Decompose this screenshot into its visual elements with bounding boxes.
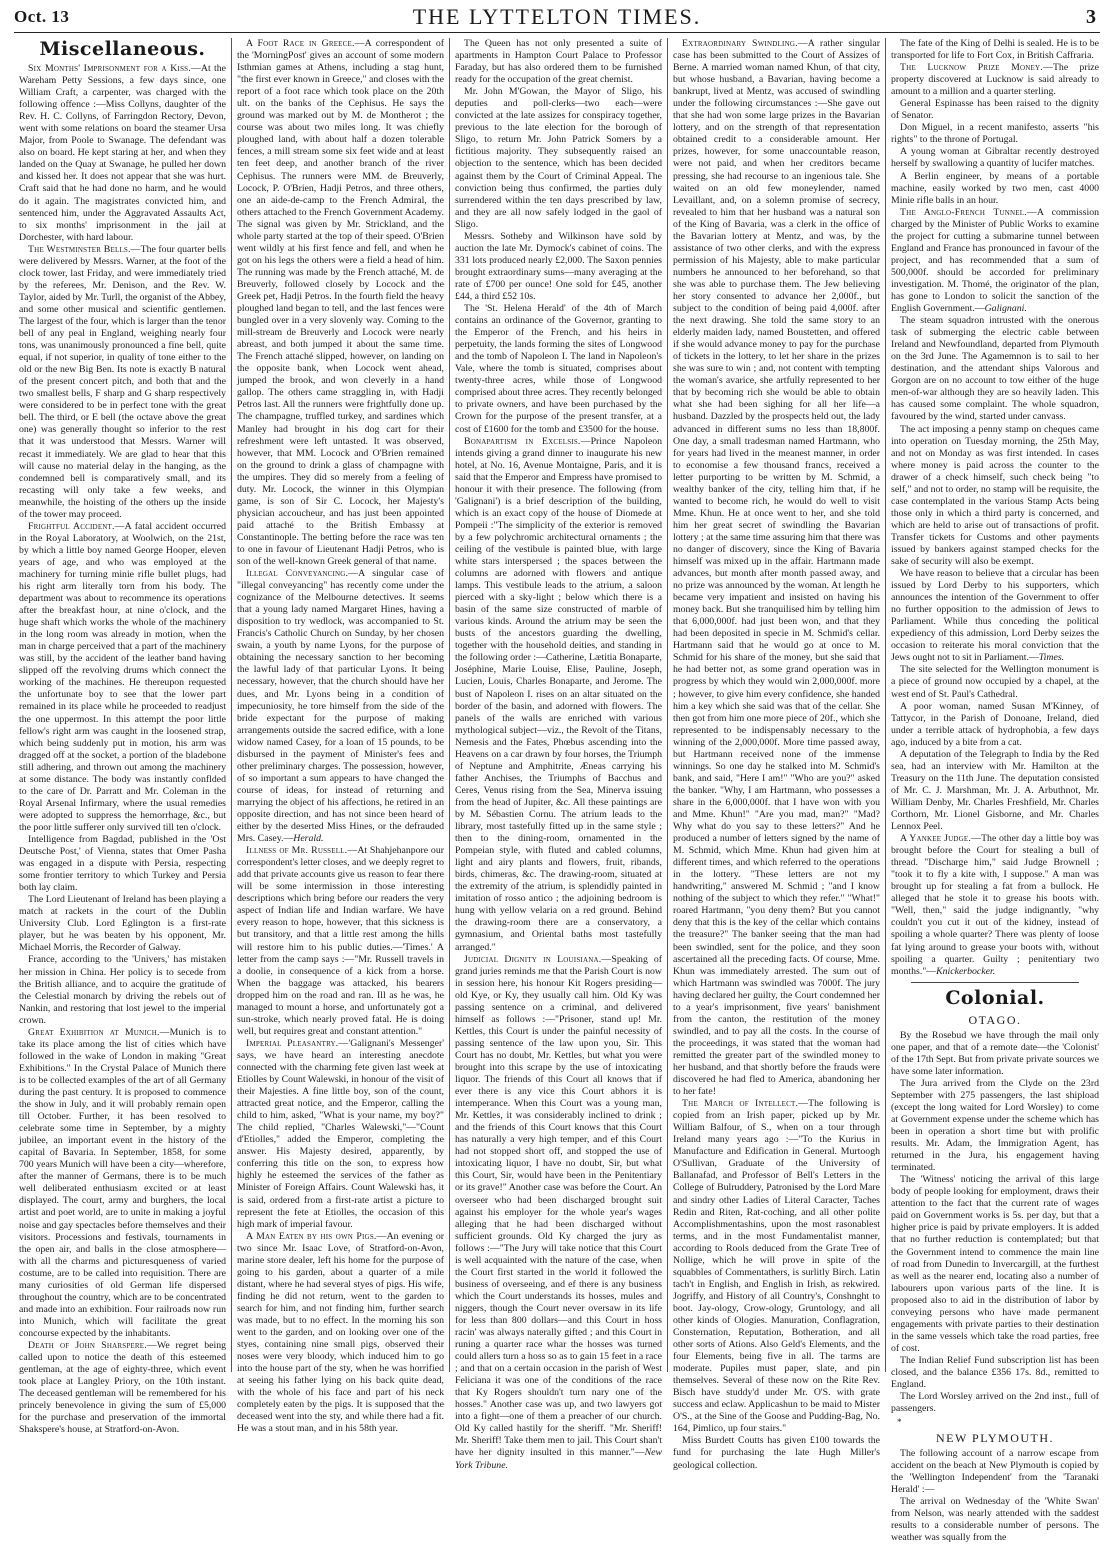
article-headline: A Man Eaten by his own Pigs.— — [246, 1230, 387, 1242]
article-text: We have reason to believe that a circular has been issued by Lord Derby to his supporters, which announces the intention of the Government to offer no further opposition to the admission of Jews to Parliament. While thus conceding the political expediency of this admission, Lord Derby seizes the occasion to reiterate his moral conviction that the Jews ought not to sit in Parliament.— — [891, 568, 1099, 664]
article-paragraph — [673, 38, 880, 1098]
article-paragraph — [455, 231, 662, 303]
article-text: The 'St. Helena Herald' of the 4th of March contains an ordinance of the Governor, granting to the Emperor of the French, and his heirs in perpetuity, the lands forming the sites of Longwood and the tomb of Napoleon I. The land in Napoleon's Vale, where the tomb is situated, comprises about twenty-three acres, while those of Longwood comprised about three acres. They recently belonged to private owners, and have been purchased by the Crown for the purpose of the present transfer, at a cost of £1600 for the tomb and £3500 for the house. — [455, 303, 662, 435]
otago-news — [891, 1030, 1099, 1416]
article-paragraph — [455, 954, 662, 1472]
article-text: At the Wareham Petty Sessions, a few days since, one William Craft, a carpenter, was charged with the following offence :—Miss Collyns, daughter of the Rev. H. C. Collyns, of Farringdon Rectory, Devon, went with some relations on board the steamer Ursa Major, from Poole to Swanage. The defendant was also on board. He kept staring at her, and when they landed on the Quay at Swanage, he pulled her down and kissed her. It does not appear that she was hurt. Craft said that he had done no harm, and he would do it again. The magistrates convicted him, and sentenced him, under the Aggravated Assaults Act, to six months' imprisonment in the jail at Dorchester, with hard labour. — [19, 63, 226, 243]
article-paragraph — [455, 303, 662, 436]
column-3 — [450, 38, 668, 1471]
article-headline: A Yankee Judge.— — [900, 833, 982, 845]
column-5 — [886, 38, 1104, 1544]
subheading-otago: OTAGO. — [968, 1012, 1022, 1027]
article-paragraph — [19, 1027, 226, 1340]
article-text: By the Rosebud we have through the mail only one paper, and that of a remote date—the 'Colonist' of the 17th Sept. But from private private sources we have some later information. — [891, 1029, 1099, 1077]
article-text: A rather singular case has been submitted to the Court of Assizes of Berne. A married woman named Khun, of that city, but whose husband, a Bavarian, having become a bankrupt, lived at Mentz, was accused of swindling under the following circumstances :—She gave out that she had won some large prizes in the Bavarian lottery, and on the strength of that representation obtained credit to a considerable amount. Her prizes, however, for some unaccountable reason, were not paid, and when her creditors became pressing, she had recourse to an ingenious tale. She waited on an old few moneylender, named Levaillant, and, on a solemn promise of secrecy, revealed to him that her husband was a natural son of the King of Bavaria, was a clerk in the office of the Bavarian lottery at Mentz, and was, by the assistance of two other clerks, and with the express permission of his Majesty, able to make particular numbers he announced to her beforehand, so that she was able to purchase them. The Jew believing her story consented to advance her 2,000f., but subject to the condition of being paid 4,000f. after the next drawing. She told the same story to an elderly maiden lady, named Boustetten, and offered if she would advance money to pay for the purchase of tickets in the lottery, to let her share in the prizes she was sure to win ; and, not content with tempting the woman's avarice, she artfully represented to her that by becoming rich she would be able to obtain what she had been sighing for all her life—a husband. Dazzled by the prospects held out, the lady advanced in different sums no less than 18,800f. One day, a small tradesman named Hartmann, who for years had lived in the meanest manner, in order to economise a few thousand francs, received a letter purporting to be written by M. Schmid, a wealthy banker of the city, telling him that, if he wanted to become rich, he would do well to visit Mme. Khun. He at once went to her, and she told him her great secret of swindling the Bavarian lottery ; at the same time assuring him that there was no danger of discovery, since the King of Bavaria himself was mixed up in the affair. Hartmann made advances, but month after month passed away, and no prize was announced by the woman. At length he became very impatient and insisted on having his money back. But she tranquilised him by telling him that 6,000,000f. had just been won, and that they had been deposited in specie in M. Schmid's cellar. Hartmann said that he would go at once to M. Schmid for his share of the money, but she said that he had better not, as some grand operation was in progress by which they would win 2,000,000f. more ; however, to give him every confidence, she handed him a key which she said was that of the cellar. She then got from him one more piece of 20f., which she represented to be indispensably necessary to the winning of the 2,000,000f. More time passed away, but Hartmann received none of the immense winnings. So one day he stalked into M. Schmid's bank, and said, "Here I am!" "Who are you?" asked the banker. "Why, I am Hartmann, who possesses a share in the 6,000,000f. that I have won with you and Mme. Khun!" "Are you mad, man?" "Mad? Why what do you say to these letters?" And he produced a number of letters signed by the name of M. Schmid, which Mme. Khun had given him at different times, and which referred to the operations in the lottery. "These letters are not my handwriting," answered M. Schmid ; "and I know nothing of the subject to which they refer." "What!" roared Hartmann, "you deny them? But you cannot deny that this is the key of the cellar which contains the treasure?" The banker seeing that the man had been swindled, sent for the police, and they soon ascertained all the preceding facts. Of course, Mme. Khun was immediately arrested. The sum out of which Hartmann was swindled was 7000f. The jury having declared her guilty, the Court condemned her to a year's imprisonment, five years' banishment from the canton, the restitution of the money swindled, and to pay all the costs. In the course of the proceedings, it was stated that the woman had remitted the greater part of the swindled money to her husband, and that shortly before the frauds were discovered he had fled to America, abandoning her to her fate! — [673, 38, 880, 1098]
article-text: The site selected for the Wellington monument is a piece of ground now occupied by a chapel, at the west end of St. Paul's Cathedral. — [891, 664, 1099, 700]
article-text: Prince Napoleon intends giving a grand dinner to inaugurate his new hotel, at No. 16, Avenue Montaigne, Paris, and it is said that the Emperor and Empress have promised to honour it with their presence. The following (from 'Galignani') is a brief description of the building, which is an exact copy of the house of Diomede at Pompeii :"The simplicity of the exterior is removed by a few polychromic architectural ornaments ; the ceiling of the vestibule is painted blue, with large white stars interspersed ; the spaces between the columns are adorned with flowers and antique lamps. This vestibule leads to the atrium, a saloon pierced with a sky-light ; below which there is a basin of the same size constructed of marble of various kinds. Around the atrium may be seen the busts of the ancestors guarding the dwelling, together with the household deities, and standing in the following order :—Catherine, Lætitia Bonaparte, Joséphine, Marie Louise, Elise, Pauline, Joseph, Lucien, Louis, Charles Bonaparte, and Jerome. The bust of Napoleon I. rises on an altar situated on the border of the basin, and adorned with flowers. The panels of the walls are enriched with various mythological subject—viz., the Revolt of the Titans, Nemesis and the Fates, Phœbus ascending into the Heavens on a car drawn by four horses, the Triumph of Neptune and Amphitrite, Æneas carrying his father Anchises, the Triumphs of Bacchus and Ceres, Venus rising from the Sea, Minerva issuing from the head of Jupiter, &c. All these paintings are by M. Sébastien Cornu. The atrium leads to the library, most tastefully fitted up in the same style ; then to the dining-room, ornamented in the Pompeian style, with fluted and cabled columns, light and airy plants and flowers, fruit, ribands, birds, chimeras, &c. The drawing-room, situated at the extremity of the atrium, is splendidly painted in imitation of rosso antico ; the adjoining bedroom is hung with yellow velaria on a red ground. Behind the drawing-room there are a conservatory, a gymnasium, and Oriental baths most tastefully arranged." — [455, 435, 662, 953]
article-text: A commission charged by the Minister of Public Works to examine the project for cutting a submarine tunnel between England and France has pronounced in favour of the project, and has recommended that a sum of 500,000f. should be accorded for preliminary investigation. M. Thomé, the originator of the plan, has gone to London to solicit the sanction of the English Government.— — [891, 206, 1099, 315]
article-paragraph — [891, 62, 1099, 98]
article-paragraph — [455, 86, 662, 231]
article-headline: Extraordinary Swindling.— — [682, 38, 808, 49]
column-1 — [14, 38, 232, 1436]
article-headline: Imperial Pleasantry.— — [246, 1037, 349, 1049]
article-headline: Illegal Conveyancing.— — [246, 568, 359, 580]
article-paragraph — [673, 1435, 880, 1471]
article-text: The following account of a narrow escape from accident on the beach at New Plymouth is copied by the 'Wellington Independent' from the 'Taranaki Herald' :— — [891, 1448, 1099, 1496]
article-paragraph — [891, 833, 1099, 978]
article-text: At Shahjehanpore our correspondent's letter closes, and we deeply regret to add that private accounts give us reason to fear there will be some intermission in those interesting descriptions which bring before our readers the very aspect of Indian life and Indian warfare. We have every reason to hope, however, that this sickness is but transitory, and that a little rest among the hills will restore him to his public duties.—'Times.' A letter from the camp says :—"Mr. Russell travels in a doolie, in consequence of a kick from a horse. When the baggage was attacked, his bearers dropped him on the road and ran. Ill as he was, he managed to mount a horse, and unfortunately got a sun-stroke, which nearly proved fatal. He is doing well, but requires great and constant attention." — [237, 845, 444, 1037]
article-paragraph — [19, 63, 226, 244]
article-paragraph — [673, 1098, 880, 1435]
article-paragraph — [891, 1174, 1099, 1355]
article-paragraph — [237, 1038, 444, 1231]
masthead — [14, 4, 1100, 33]
article-text: The steam squadron intrusted with the onerous task of submerging the electric cable between Ireland and Newfoundland, departed from Plymouth on the 3rd June. The Agamemnon is to sail to her destination, and the attendant ships Valorous and Gorgon are on no account to tow either of the huge men-of-war although they are so heavily laden. This has caused some complaint. The whole squadron, favoured by the wind, started under canvass. — [891, 315, 1099, 423]
article-headline: Great Exhibition at Munich.— — [28, 1026, 170, 1038]
article-paragraph — [891, 568, 1099, 664]
article-paragraph — [19, 834, 226, 894]
article-headline: Bonapartism in Excelsis.— — [464, 435, 591, 447]
article-text: The act imposing a penny stamp on cheques came into operation on Tuesday morning, the 25th May, and not on Monday as was first intended. In cases where money is paid across the counter to the drawer of a check himself, such check being "to self," and not to order, no stamp will be requisite, the case contemplated in the various Stamp Acts being those only in which a third party is concerned, and which are held to arise out of transactions of profit. Transfer tickets for Customs and other payments issued by bankers against stamped checks for the sake of security will also be exempt. — [891, 423, 1099, 568]
article-text: A young woman at Gibraltar recently destroyed herself by swallowing a quantity of lucifer matches. — [891, 146, 1099, 170]
newspaper-title: THE LYTTELTON TIMES. — [412, 4, 702, 29]
article-text: The following is copied from an Irish paper, picked up by Mr. William Balfour, of S., when on a tour through Ireland many years ago :—"To the Kurius in Manufacture and Edification in General. Murtoogh O'Sullivan, Graduate of the University of Ballanafad, and Professor of Bell's Letters in the College of Bulruddery, Patronised by the Lord Mare and sindry other Ladies of Literal Caracter, Taches Redin and Riten, Rat-coching, and all other polite Accomplishmentashins, upon the most rasonablest terms, and in the most Fundamentalist manner, according to Rools deduced from the Grate Tree of Nollige, which he will prove in spite of the squabbles of Commentathers, is surlitly Birch. Latin tach't in English, and English in Irish, as rekwired. Jogriffy, and History of all Country's, Conshnght to boot. Jay-ology, Crow-ology, Gruntology, and all other kinds of Ologies. Manuration, Conflagration, Consternation, Reputation, Botheration, and all other sorts of Ations. Also Geld's Elements, and the four Elements, being five in all. The tarms are moderate. Pupiles must paper, slate, and pin themselves. Several of these now on the Rite Rev. Bisch have studdy'd under Mr. O'S. with grate success and eclaw. Applicashun to be maid to Mister O'S., at the Sine of the Goose and Pudding-Bag, No. 164, Pimlico, up four stairs." — [673, 1098, 880, 1435]
article-paragraph — [891, 122, 1099, 146]
article-paragraph — [19, 521, 226, 834]
article-paragraph — [891, 315, 1099, 423]
article-headline: Judicial Dignity in Louisiana.— — [464, 953, 612, 965]
page-number: 3 — [1086, 6, 1096, 28]
article-headline: Death of John Sharspere.— — [28, 1339, 157, 1351]
article-paragraph — [891, 1030, 1099, 1078]
article-paragraph — [891, 664, 1099, 700]
article-source: New York Tribune. — [455, 1447, 662, 1471]
article-text: We regret being called upon to notice the death of this esteemed gentleman, at the age of eighty-three, which event took place at Langley Priory, on the 10th instant. The deceased gentleman will be remembered for his princely benevolence in giving the sum of £5,000 for the purchase and preservation of the immortal Shakspere's house, at Stratford-on-Avon. — [19, 1339, 226, 1436]
article-text: Mr. John M'Gowan, the Mayor of Sligo, his deputies and poll-clerks—two each—were convicted at the late assizes for conspiracy together, previous to the late election for the borough of Sligo, to return Mr. John Patrick Somers by a fictitious majority. They subsequently raised an objection to the sentence, which has been decided against them by the Court of Criminal Appeal. The conviction being thus confirmed, the parties duly surrendered within the ten days prescribed by law, and they are all now safely lodged in the gaol of Sligo. — [455, 86, 662, 230]
article-text: The 'Witness' noticing the arrival of this large body of people looking for employment, draws their attention to the fact that the current rate of wages paid on Government works is 5s. per day, but that a higher price is paid by private employers. It is added that no further reduction is contemplated; but that the Government intend to commence the main line of road from Dunedin to Invercargill, at the furthest as well as the nearer end, locating also a number of labourers upon various parts of the line. It is proposed also to aid in the distribution of labor by conveying persons who have made permanent engagements with private parties to their destination in the same vessels which take the road parties, free of cost. — [891, 1174, 1099, 1354]
article-text: France, according to the 'Univers,' has mistaken her mission in China. Her policy is to secede from the British alliance, and to acquire the gratitude of the Celestial monarch by driving the rebels out of Nankin, and restoring that lost jewel to the imperial crown. — [19, 954, 226, 1026]
article-text: Messrs. Sotheby and Wilkinson have sold by auction the late Mr. Dymock's cabinet of coins. The 331 lots produced nearly £2,000. The Saxon pennies brought extraordinary sums—many averaging at the rate of £700 per ounce! One sold for £45, another £44, a third £52 10s. — [455, 230, 662, 302]
article-text: 'Galignani's Messenger' says, we have heard an interesting anecdote connected with the charming fete given last week at Etiolles by Count Walewski, in honour of the visit of their Majesties. A fine little boy, son of the count, attracted great notice, and the Emperor, calling the child to him, asked, "What is your name, my boy?" The child replied, "Charles Walewski,"—"Count d'Etiolles," added the Emperor, completing the answer. His Majesty desired, apparently, by conferring this title on the son, to express how highly he esteemed the services of the father as Minister of Foreign Affairs. Count Walewski has, it is said, ordered from a first-rate artist a picture to represent the fete at Etiolles, the occasion of this high mark of imperial favour. — [237, 1037, 444, 1230]
article-text: Don Miguel, in a recent manifesto, asserts "his rights" to the throne of Portugal. — [891, 122, 1099, 146]
section-heading-colonial: Colonial. — [945, 986, 1045, 1009]
article-paragraph — [891, 207, 1099, 315]
article-text: Speaking of grand juries reminds me that the Parish Court is now in session here, his honour Kit Rogers presiding—old Kye, or Ky, they usually call him. Old Ky was passing sentence on a criminal, and delivered himself as follows :—"Prisoner, stand up! Mr. Kettles, this Court is under the painful necessity of passing sentence of the law upon you, Sir. This Court has no doubt, Mr. Kettles, but what you were brought into this scrape by the use of intoxicating liquor. The friends of this Court all knows that if ever there is any vice this Court abhors it is intemperance. When this Court was a young man, Mr. Kettles, it was considerably inclined to drink ; and the friends of this Court knows that this Court has naturally a very high temper, and ef this Court had not stopped short off, and stopped the use of intoxicating liquor, I have no doubt, Sir, but what this Court, Sir, would have been in the Penitentiary or its grave!" Another case was before the Court. An overseer who had been discharged brought suit against his employer for the whole year's wages alleging that he had been discharged without sufficient grounds. Old Ky charged the jury as follows :—"The Jury will take notice that this Court is well acquainted with the nature of the case, when the Court first started in the world it followed the business of overseeing, and ef there is any business which the Court understands its hosses, mules and niggers, though the Court never oversaw in its life for less than 800 dollars—and this Court in hoss racin' was always naterally gifted ; and this Court in runing a quarter race whar the hosses was turned could allers turn a hoss so as to gain 15 feet in a race ; and that on a certain occasion in the parish of West Feliciana it was one of the conditions of the race that Ky Rogers shouldn't turn nary one of the hosses." Another case was up, and two lawyers got into a fight—one of them a preacher of our church. Old Ky called hastily for the sheriff. "Mr. Sheriff! Mr. Sheriff! Take them men to jail. This Court shan't have her dignity insulted in this manner."— — [455, 953, 663, 1459]
article-headline: The Westminster Bells.— — [28, 243, 141, 255]
article-text: The Indian Relief Fund subscription list has been closed, and the balance £356 17s. 8d., remitted to England. — [891, 1354, 1099, 1391]
article-text: The Queen has not only presented a suite of apartments in Hampton Court Palace to Professor Faraday, but has also ordered them to be furnished ready for the occupation of the great chemist. — [455, 38, 662, 86]
article-paragraph — [891, 146, 1099, 170]
article-headline: The Anglo-French Tunnel.— — [900, 206, 1037, 218]
article-paragraph — [891, 171, 1099, 207]
article-paragraph — [237, 568, 444, 845]
article-paragraph — [19, 954, 226, 1026]
issue-date: Oct. 13 — [14, 7, 70, 26]
article-source: Galignani. — [984, 303, 1027, 315]
article-text: A deputation of the Telegraph to India by the Red sea, had an interview with Mr. Hamilton at the Treasury on the 11th June. The deputation consisted of Mr. C. J. Marshman, Mr. J. A. Arbuthnot, Mr. William Denby, Mr. Charles Freshfield, Mr. Charles Corthorn, Mr. Lionel Gisborne, and Mr. Charles Lennox Peel. — [891, 748, 1099, 833]
article-headline: A Foot Race in Greece.— — [246, 38, 365, 49]
subheading-new-plymouth: NEW PLYMOUTH. — [935, 1431, 1055, 1446]
article-paragraph — [891, 38, 1099, 62]
article-headline: The Lucknow Prize Money.— — [900, 62, 1053, 74]
article-text: General Espinasse has been raised to the dignity of Senator. — [891, 98, 1099, 122]
article-paragraph — [891, 1496, 1099, 1544]
article-headline: The March of Intellect.— — [682, 1098, 809, 1110]
article-paragraph — [891, 701, 1099, 749]
article-paragraph — [891, 1078, 1099, 1174]
article-headline: Six Months' Imprisonment for a Kiss.— — [28, 63, 201, 74]
article-text: Miss Burdett Coutts has given £100 towards the fund for purchasing the late Hugh Miller's geological collection. — [673, 1435, 880, 1471]
article-paragraph — [455, 436, 662, 954]
star-separator: * — [897, 1417, 902, 1428]
article-paragraph — [237, 1231, 444, 1436]
article-paragraph — [237, 845, 444, 1038]
article-paragraph — [891, 1355, 1099, 1391]
column-4 — [668, 38, 886, 1471]
article-text: The four quarter bells were delivered by Messrs. Warner, at the foot of the clock tower, last Friday, and were immediately tried by the referees, Mr. Denison, and the Rev. W. Taylor, aided by Mr. Turll, the organist of the Abbey, and some other musical and scientific gentlemen. The largest of the four, which is larger than the tenor bell of any peal in England, weighing nearly four tons, was unanimously pronounced a fine bell, quite equal, if not superior, in quality of tone either to the old or the new Big Ben. Its note is exactly B natural of the present concert pitch, and both that and the two smallest bells, F sharp and G sharp respectively were considered to be in perfect tone with the great bell. The third, or E bell (the octave above the great one) was generally thought so inferior to the rest that it was understood that Messrs. Warner will recast it immediately. We are glad to hear that this will cause no material delay in the hanging, as the condemned bell is comparatively small, and its recasting will only take a few weeks, and meanwhile, the hoisting of the others up the inside of the tower may proceed. — [19, 243, 226, 520]
article-source: Herald. — [293, 833, 324, 845]
article-paragraph — [891, 1391, 1099, 1415]
article-paragraph — [455, 38, 662, 86]
article-headline: Illness of Mr. Russell.— — [246, 845, 358, 857]
section-heading-miscellaneous: Miscellaneous. — [39, 38, 206, 60]
article-paragraph — [891, 1448, 1099, 1496]
new-plymouth-news — [891, 1448, 1099, 1544]
article-headline: Frightful Accident.— — [28, 520, 125, 532]
article-paragraph — [19, 244, 226, 521]
article-text: A poor woman, named Susan M'Kinney, of Tattycor, in the Parish of Donoane, Ireland, died under a terrible attack of hydrophobia, a few days ago, induced by a bite from a cat. — [891, 700, 1099, 748]
article-paragraph — [891, 98, 1099, 122]
article-text: The Lord Lieutenant of Ireland has been playing a match at rackets in the court of the Dublin University Club. Lord Eglington is a first-rate player, but he was beaten by his opponent, Mr. Michael Morris, the Recorder of Galway. — [19, 894, 226, 954]
article-source: Knickerbocker. — [936, 965, 996, 977]
article-text: The other day a little boy was brought before the Court for stealing a bull of thread. "Discharge him," said Judge Brownell ; "took it to fly a kite with, I suppose." A man was brought up for stealing a fat from a bullock. He alleged that he stole it to grease his boots with. "Well, then," said the judge indignantly, "why couldn't you cut it out of the kidney, instead of spoiling a whole quarter? There was plenty of loose fat lying around to grease your boots with, without spoiling a quarter. Guilty ; penitentiary two months."— — [891, 833, 1099, 977]
article-text: The Lord Worsley arrived on the 2nd inst., full of passengers. — [891, 1391, 1099, 1415]
article-text: A correspondent of the 'MorningPost' gives an account of some modern Isthmian games at Athens, including a stag hunt, "the first ever known in Greece," and closes with the report of a foot race which took place on the 20th ult. on the banks of the Cephisus. He says the ground was marked out by M. de Montherot ; the course was about two miles long. It was chiefly ploughed land, with about half a dozen tolerable fences, a mill stream some six feet wide and at least ten feet deep, and another branch of the river Cephisus. The runners were MM. de Breuverly, Locock, P. O'Brien, Hadji Petros, and three others, one an aide-de-camp to the French Admiral, the others attached to the French Government Academy. The signal was given by Mr. Strickland, and the whole party started at the top of their speed. O'Brien went wildly at his first fence and fell, and when he got on his legs the others were a field a head of him. The running was made by the French attaché, M. de Breuverly, followed closely by Locock and the Greek pet, Hadji Petros. In the fourth field the heavy ploughed land began to tell, and the last fences were bungled over in a very slovenly way. Coming to the mill-stream de Breuverly and Locock were nearly abreast, and both jumped it about the same time. The French attaché slipped, however, on landing on the opposite bank, when Locock went ahead, jumped the brook, and won cleverly in a hand gallop. The others came straggling in, with Hadji Petros last. All the runners were frightfully done up. The champagne, truffled turkey, and sardines which Manley had brought in his dog cart for their refreshment were left untasted. It was observed, however, that MM. Locock and O'Brien remained on the ground to drink a glass of champagne with the umpires. They did so merely from a feeling of duty. Mr. Locock, the winner in this Olympian game, is son of Sir C. Locock, her Majesty's physician accoucheur, and has just been appointed paid attaché to the British Embassy at Constantinople. The betting before the race was ten to one in favour of Lieutenant Hadji Petros, who is son of the well-known Greek general of that name. — [237, 38, 444, 568]
article-source: Times. — [1038, 652, 1065, 664]
article-text: A singular case of "illegal conveyancing" has recently come under the cognizance of the Melbourne detectives. It seems that a young lady named Margaret Hines, having a disposition to try wedlock, was accompanied to St. Francis's Catholic Church on Sunday, by her chosen swain, a youth by name Lyons, for the purpose of obtaining the necessary sanction to her becoming the lawful lady of that particular Lyons. It being necessary, however, that the church should have her dues, and Mr. Lyons being in a condition of impecuniosity, he tore himself from the side of the bride expectant for the purpose of making arrangements outside the sacred edifice, with a lone widow named Casey, for a loan of 15 pounds, to be disbursed in the payment of Minister's fees and other preliminary charges. The possession, however, of so important a sum appears to have changed the course of ideas, for instead of returning and marrying the object of his affections, he retired in an opposite direction, and has not since been heard of either by the deserted Miss Hines, or the defrauded Mrs. Casey.— — [237, 568, 444, 845]
article-text: Intelligence from Bagdad, published in the 'Ost Deutsche Post,' of Vienna, states that Omer Pasha was engaged in a dispute with Persia, respecting some frontier territory to which Turkey and Persia both lay claim. — [19, 834, 226, 894]
article-text: The Jura arrived from the Clyde on the 23rd September with 275 passengers, the last shipload (except the long waited for Lord Worsley) to come at Government expense under the scheme which has been in operation a short time but with prolific results. Mr. Adam, the Immigration Agent, has returned in the Jura, his engagement having terminated. — [891, 1077, 1099, 1174]
article-text: Munich is to take its place among the list of cities which have followed in the wake of London in making "Great Exhibitions." In the Crystal Palace of Munich there is to be collected examples of the art of all Germany during the past century. It is proposed to commence the show in July, and it will probably remain open till October. Further, it has been resolved to celebrate some time in September, by a mighty jubilee, an important event in the history of the capital of Bavaria. In September, 1858, for some 700 years Munich will have been a city—wherefore, after the manner of Germans, there is to be much well deliberated enthusiasm excited or at least displayed. The court, army and burghers, the local artist and poet world, are to unite in making a joyful noise and gay spectacles before themselves and their visitors. Processions and festivals, tournaments in the open air, and balls in the close atmosphere—with all the charms and picturesqueness of varied costume, are to be called into requisition. There are many curiosities of old German life dispersed throughout the country, which are to be concentrated and made into an exhibition. Four railroads now run into Munich, which will facilitate the great concourse expected by the inhabitants. — [19, 1026, 227, 1339]
article-paragraph — [237, 38, 444, 568]
article-text: The arrival on Wednesday of the 'White Swan' from Nelson, was nearly attended with the saddest results to a considerable number of persons. The weather was squally from the — [891, 1496, 1099, 1544]
article-text: A Berlin engineer, by means of a portable machine, easily worked by two men, cast 4000 Minie rifle balls in an hour. — [891, 170, 1099, 206]
article-paragraph — [891, 749, 1099, 833]
article-text: The fate of the King of Delhi is sealed. He is to be transported for life to Fort Cox, in British Caffraria. — [891, 38, 1099, 62]
columns — [14, 38, 1104, 1544]
section-divider — [911, 982, 1079, 983]
article-paragraph — [19, 894, 226, 954]
article-paragraph — [891, 424, 1099, 569]
column-2 — [232, 38, 450, 1435]
column-5-miscellany — [891, 38, 1099, 978]
article-paragraph — [19, 1340, 226, 1436]
article-text: The prize property discovered at Lucknow is said already to amount to a million and a quarter sterling. — [891, 62, 1099, 98]
article-text: An evening or two since Mr. Isaac Love, of Stratford-on-Avon, marine store dealer, left his home for the purpose of going to his garden, about a quarter of a mile distant, where he had several styes of pigs. His wife, finding he did not return, went to the garden to search for him, and not finding him, further search was made, but to no effect. In the morning his son went to the garden, and on looking over one of the styes, containing nine small pigs, observed their noses were very bloody, which induced him to go into the house part of the sty, when he was horrified at seeing his father lying on his back quite dead, with the whole of his face and part of his neck completely eaten by the pigs. It is supposed that the deceased went into the sty, and while there had a fit. He was a stout man, and in his 58th year. — [237, 1230, 445, 1435]
article-text: A fatal accident occurred in the Royal Laboratory, at Woolwich, on the 21st, by which a little boy named George Hooper, eleven years of age, and who was employed at the machinery for turning minie rifle bullet plugs, had his right arm literally torn from his body. The department was about to recommence its operations after the breakfast hour, at nine o'clock, and the huge shaft which works the whole of the machinery in the long room was already in motion, when the man in charge perceived that a part of the machinery was still, by the accident of the leather band having slipped off the revolving drums which connect the working of the machines. He thereupon requested the unfortunate boy to see that the lower part remained in its place while he proceeded to readjust the one uppermost. In this attempt the poor little fellow's right arm was caught in the loosened strap, which being suddenly put in motion, his arm was dragged off at the socket, a portion of the bladebone still adhering, and thrown out among the machinery at some distance. The body was instantly conflded to the care of Dr. Parratt and Mr. Coleman in the Royal Arsenal Infirmary, where the usual remedies were adopted to suppress the hemorrhage, &c., but the poor little sufferer only survived till ten o'clock. — [19, 520, 226, 833]
